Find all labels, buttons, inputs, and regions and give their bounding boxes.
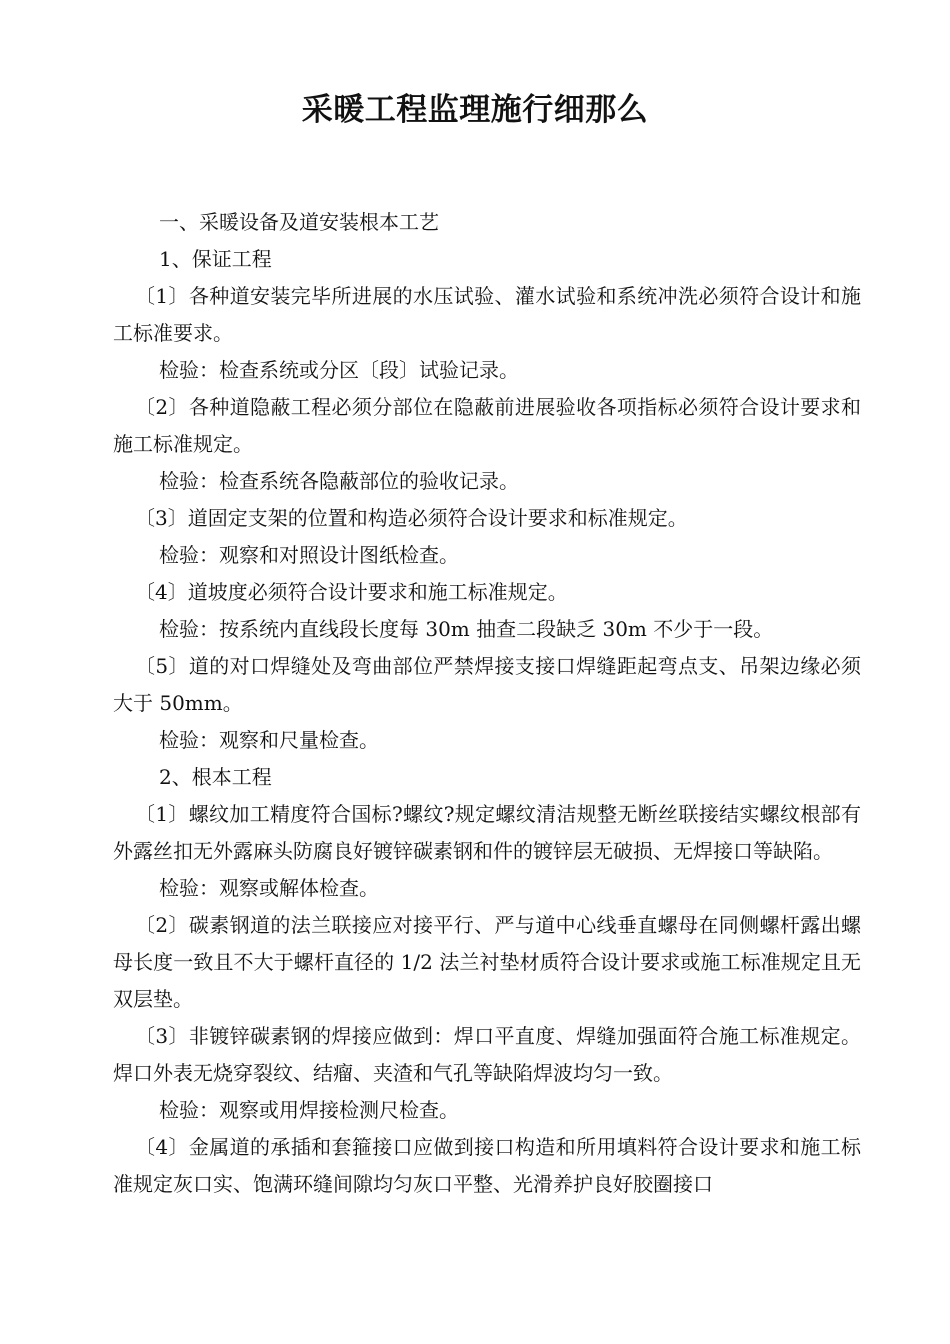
paragraph: 〔5〕道的对口焊缝处及弯曲部位严禁焊接支接口焊缝距起弯点支、吊架边缘必须大于 50mm。 — [113, 654, 861, 715]
paragraph: 检验：按系统内直线段长度每 30m 抽查二段缺乏 30m 不少于一段。 — [159, 617, 774, 641]
paragraph: 检验：观察或用焊接检测尺检查。 — [159, 1098, 459, 1122]
paragraph: 〔2〕碳素钢道的法兰联接应对接平行、严与道中心线垂直螺母在同侧螺杆露出螺母长度一致且不大于螺杆直径的 1/2 法兰衬垫材质符合设计要求或施工标准规定且无双层垫。 — [113, 913, 861, 1011]
paragraph: 检验：观察和对照设计图纸检查。 — [159, 543, 459, 567]
paragraph: 〔4〕金属道的承插和套箍接口应做到接口构造和所用填料符合设计要求和施工标准规定灰口实、饱满环缝间隙均匀灰口平整、光滑养护良好胶圈接口 — [113, 1135, 861, 1196]
paragraph: 检验：检查系统各隐蔽部位的验收记录。 — [159, 469, 519, 493]
paragraph: 检验：检查系统或分区〔段〕试验记录。 — [159, 358, 519, 382]
paragraph: 〔3〕道固定支架的位置和构造必须符合设计要求和标准规定。 — [135, 506, 688, 530]
paragraph: 〔1〕螺纹加工精度符合国标?螺纹?规定螺纹清洁规整无断丝联接结实螺纹根部有外露丝扣无外露麻头防腐良好镀锌碳素钢和件的镀锌层无破损、无焊接口等缺陷。 — [113, 802, 861, 863]
paragraph: 〔3〕非镀锌碳素钢的焊接应做到：焊口平直度、焊缝加强面符合施工标准规定。焊口外表无烧穿裂纹、结瘤、夹渣和气孔等缺陷焊波均匀一致。 — [113, 1024, 861, 1085]
paragraph: 〔4〕道坡度必须符合设计要求和施工标准规定。 — [135, 580, 568, 604]
paragraph: 检验：观察或解体检查。 — [159, 876, 379, 900]
document-title: 采暖工程监理施行细那么 — [301, 92, 649, 128]
paragraph: 检验：观察和尺量检查。 — [159, 728, 379, 752]
paragraph: 1、保证工程 — [159, 247, 272, 271]
paragraph: 一、采暖设备及道安装根本工艺 — [159, 210, 439, 234]
paragraph: 〔1〕各种道安装完毕所进展的水压试验、灌水试验和系统冲洗必须符合设计和施工标准要求。 — [113, 284, 861, 345]
paragraph: 2、根本工程 — [159, 765, 272, 789]
document-body — [113, 204, 861, 1203]
paragraph: 〔2〕各种道隐蔽工程必须分部位在隐蔽前进展验收各项指标必须符合设计要求和施工标准规定。 — [113, 395, 861, 456]
